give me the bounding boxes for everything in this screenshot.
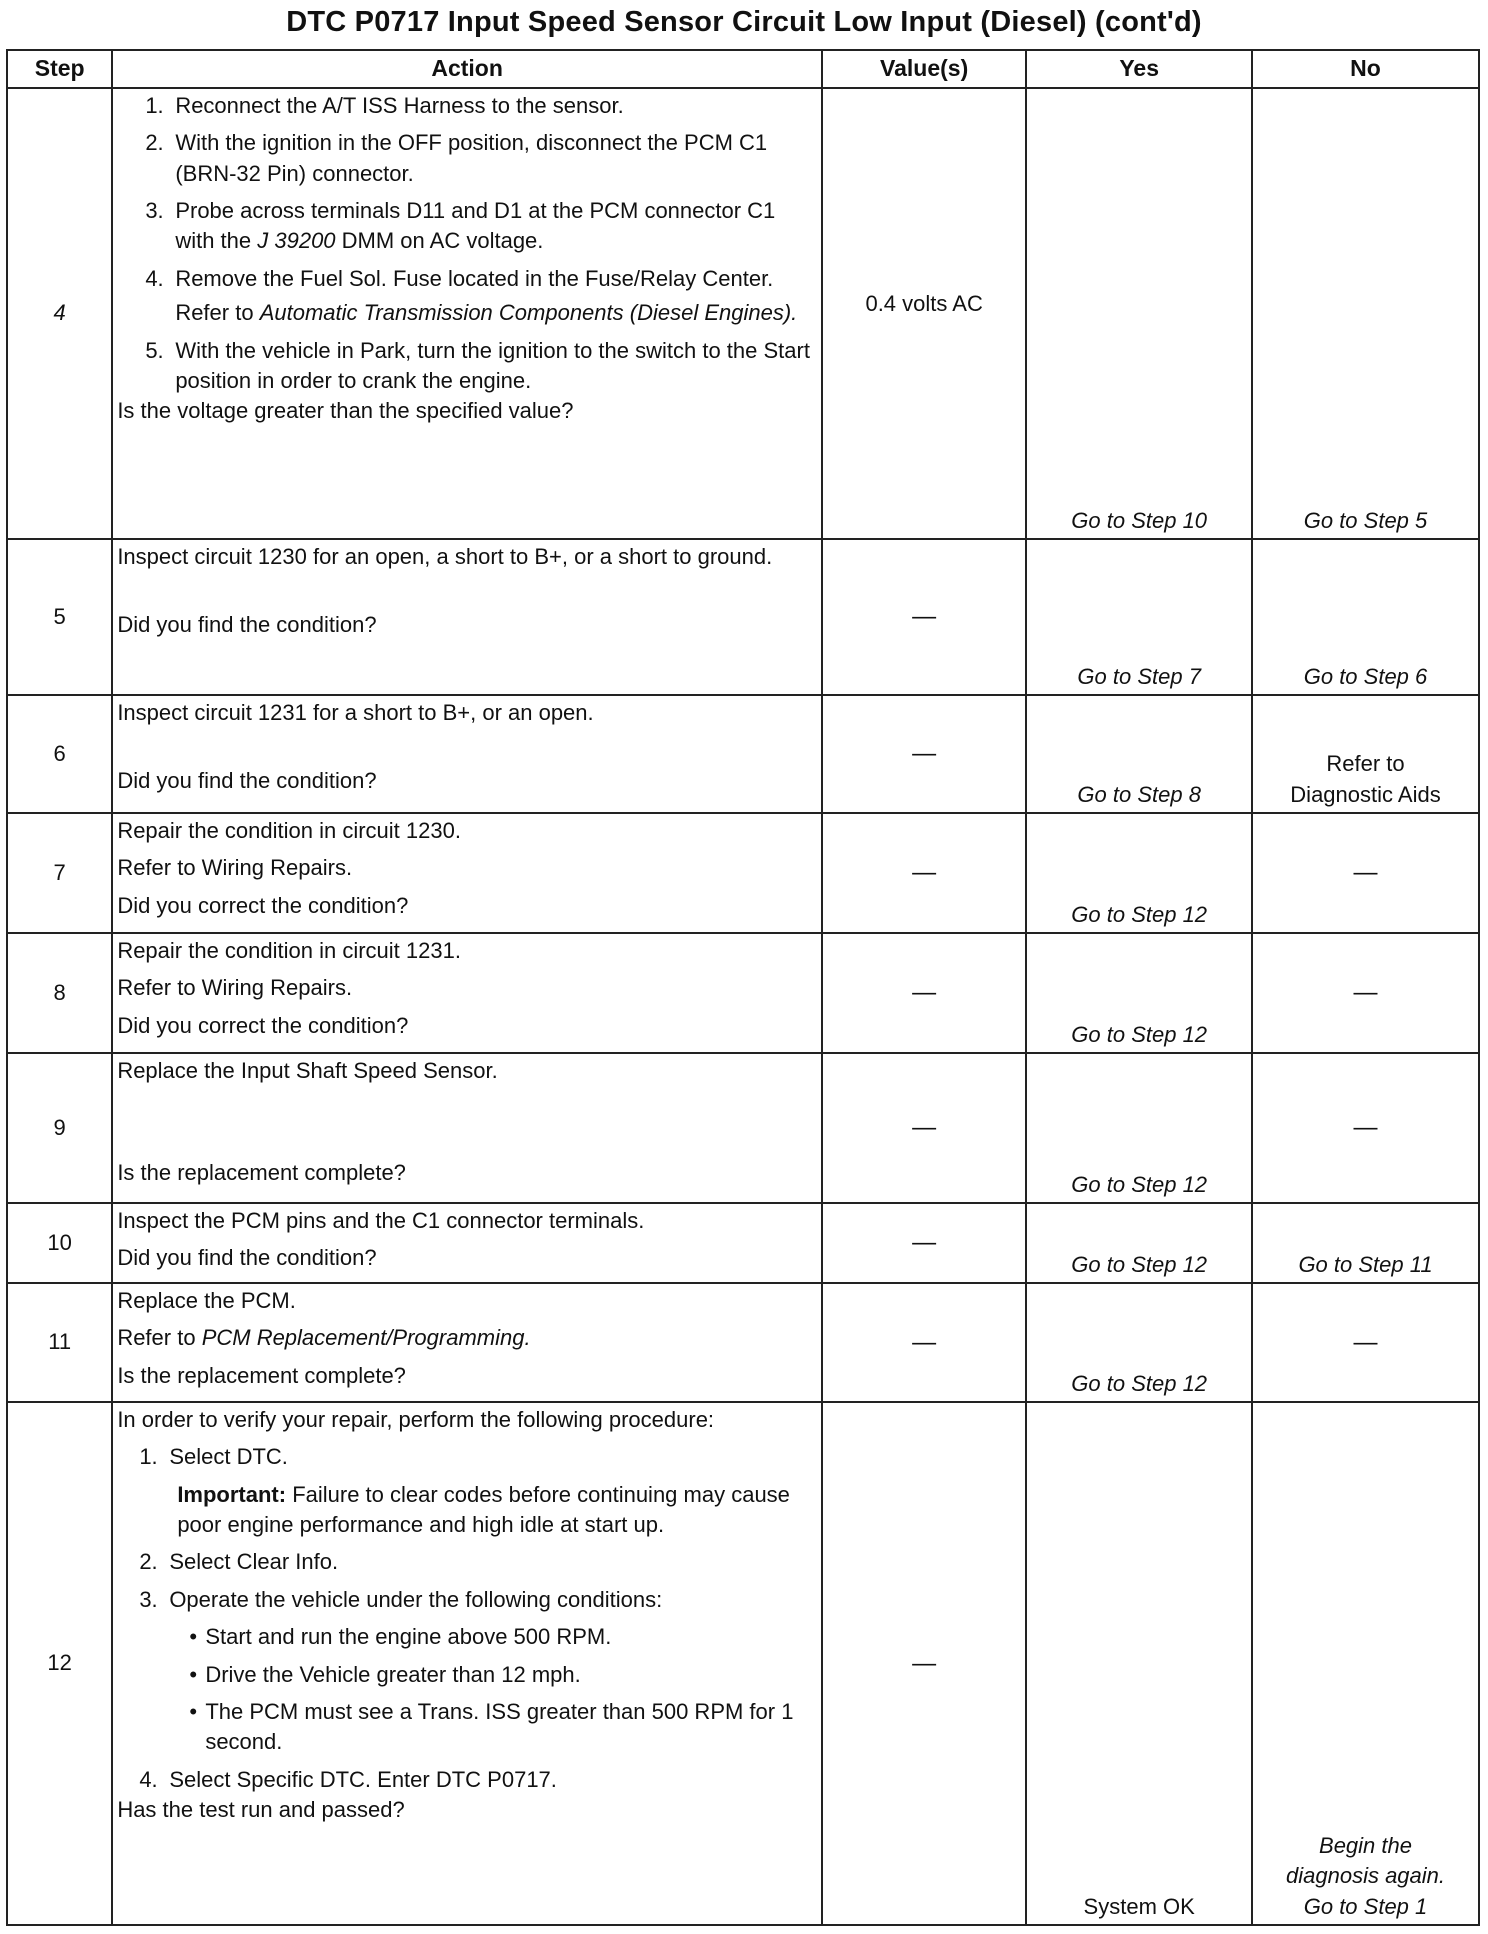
bullet-item: • The PCM must see a Trans. ISS greater than 500 RPM for 1 second. <box>189 1698 794 1755</box>
no-cell: Go to Step 5 <box>1252 88 1479 539</box>
no-cell: Begin the diagnosis again. Go to Step 1 <box>1252 1402 1479 1925</box>
list-item: 4. Select Specific DTC. Enter DTC P0717. <box>139 1766 557 1792</box>
list-item: 3. Probe across terminals D11 and D1 at the PCM connector C1 with the J 39200 DMM on AC voltage. <box>145 198 776 254</box>
yes-cell: Go to Step 12 <box>1026 1283 1252 1402</box>
header-yes: Yes <box>1026 50 1252 88</box>
value-cell: — <box>822 539 1026 695</box>
table-row <box>7 1203 1479 1283</box>
tool-reference: J 39200 <box>257 228 336 254</box>
action-cell: Inspect circuit 1230 for an open, a short to B+, or a short to ground. Did you find the condition? <box>112 539 822 695</box>
action-cell <box>112 88 822 539</box>
action-cell: Repair the condition in circuit 1230. Refer to Wiring Repairs. Did you correct the condition? <box>112 813 822 933</box>
step-number: 7 <box>7 813 112 933</box>
list-item: 5. With the vehicle in Park, turn the ignition to the switch to the Start position in order to crank the engine. <box>145 337 810 393</box>
no-cell: Go to Step 11 <box>1252 1203 1479 1283</box>
header-step: Step <box>7 50 112 88</box>
action-cell: Inspect circuit 1231 for a short to B+, or an open. Did you find the condition? <box>112 695 822 813</box>
no-cell: Go to Step 6 <box>1252 539 1479 695</box>
header-no: No <box>1252 50 1479 88</box>
table-row <box>7 1402 1479 1925</box>
table-row <box>7 1053 1479 1203</box>
no-cell: — <box>1252 1053 1479 1203</box>
question: Did you find the condition? <box>117 768 377 794</box>
yes-cell: Go to Step 7 <box>1026 539 1252 695</box>
question: Is the replacement complete? <box>117 1362 406 1388</box>
question: Is the voltage greater than the specified value? <box>117 398 574 424</box>
step-number: 9 <box>7 1053 112 1203</box>
value-cell: — <box>822 695 1026 813</box>
question: Did you correct the condition? <box>117 1012 409 1038</box>
value-cell: — <box>822 1283 1026 1402</box>
value-cell: 0.4 volts AC <box>822 88 1026 539</box>
yes-cell: Go to Step 12 <box>1026 813 1252 933</box>
no-cell: — <box>1252 1283 1479 1402</box>
yes-cell: Go to Step 12 <box>1026 1053 1252 1203</box>
question: Is the replacement complete? <box>117 1160 406 1186</box>
table-row <box>7 813 1479 933</box>
procedure-reference: PCM Replacement/Programming. <box>201 1325 531 1351</box>
step-number: 12 <box>7 1402 112 1925</box>
list-item: 1. Select DTC. <box>139 1444 288 1470</box>
table-row <box>7 88 1479 539</box>
question: Did you correct the condition? <box>117 892 409 918</box>
table-row <box>7 1283 1479 1402</box>
value-cell: — <box>822 813 1026 933</box>
step-number: 5 <box>7 539 112 695</box>
value-cell: — <box>822 933 1026 1053</box>
question: Did you find the condition? <box>117 612 377 638</box>
yes-cell: Go to Step 10 <box>1026 88 1252 539</box>
header-values: Value(s) <box>822 50 1026 88</box>
step-number: 11 <box>7 1283 112 1402</box>
value-cell: — <box>822 1402 1026 1925</box>
list-item: 4. Remove the Fuel Sol. Fuse located in the Fuse/Relay Center. <box>145 265 774 291</box>
reference-note: Refer to Automatic Transmission Components (Diesel Engines). <box>175 300 798 326</box>
question: Did you find the condition? <box>117 1245 377 1271</box>
bullet-item: • Start and run the engine above 500 RPM. <box>189 1624 612 1650</box>
no-cell: Refer to Diagnostic Aids <box>1252 695 1479 813</box>
step-number: 4 <box>7 88 112 539</box>
step-number: 8 <box>7 933 112 1053</box>
action-cell: In order to verify your repair, perform the following procedure: 1. Select DTC. Important: Failure to clear codes before continuing may cause poor engine performance and high idle at start up. 2. Select Clear Info. 3. Operate the vehicle under the following conditions: • Start and run the engine above 500 RPM. • Drive the Vehicle greater than 12 mph. • The PCM must see a Trans. ISS greater than 500 RPM for 1 second. 4. Select Specific DTC. Enter DTC P0717. Has the test run and passed? <box>112 1402 822 1925</box>
header-action: Action <box>112 50 822 88</box>
list-item: 2. With the ignition in the OFF position, disconnect the PCM C1 (BRN-32 Pin) connector. <box>145 130 768 186</box>
action-cell: Repair the condition in circuit 1231. Refer to Wiring Repairs. Did you correct the condition? <box>112 933 822 1053</box>
step-number: 6 <box>7 695 112 813</box>
value-cell: — <box>822 1053 1026 1203</box>
list-item: 1. Reconnect the A/T ISS Harness to the sensor. <box>145 93 624 118</box>
yes-cell: System OK <box>1026 1402 1252 1925</box>
action-cell: Replace the Input Shaft Speed Sensor. Is the replacement complete? <box>112 1053 822 1203</box>
yes-cell: Go to Step 12 <box>1026 1203 1252 1283</box>
important-note: Important: Failure to clear codes before continuing may cause poor engine performance and high idle at start up. <box>177 1481 790 1538</box>
value-cell: — <box>822 1203 1026 1283</box>
table-row <box>7 933 1479 1053</box>
action-cell: Inspect the PCM pins and the C1 connector terminals. Did you find the condition? <box>112 1203 822 1283</box>
bullet-item: • Drive the Vehicle greater than 12 mph. <box>189 1661 581 1687</box>
action-cell: Replace the PCM. Refer to PCM Replacement/Programming. Is the replacement complete? <box>112 1283 822 1402</box>
step-number: 10 <box>7 1203 112 1283</box>
table-row <box>7 695 1479 813</box>
yes-cell: Go to Step 12 <box>1026 933 1252 1053</box>
list-item: 2. Select Clear Info. <box>139 1549 339 1575</box>
no-cell: — <box>1252 933 1479 1053</box>
yes-cell: Go to Step 8 <box>1026 695 1252 813</box>
page-title: DTC P0717 Input Speed Sensor Circuit Low Input (Diesel) (cont'd) <box>286 6 1202 38</box>
list-item: 3. Operate the vehicle under the following conditions: <box>139 1586 663 1612</box>
table-row <box>7 539 1479 695</box>
question: Has the test run and passed? <box>117 1796 405 1822</box>
header-row <box>7 50 1479 88</box>
no-cell: — <box>1252 813 1479 933</box>
diagnostic-table <box>6 49 1480 1926</box>
